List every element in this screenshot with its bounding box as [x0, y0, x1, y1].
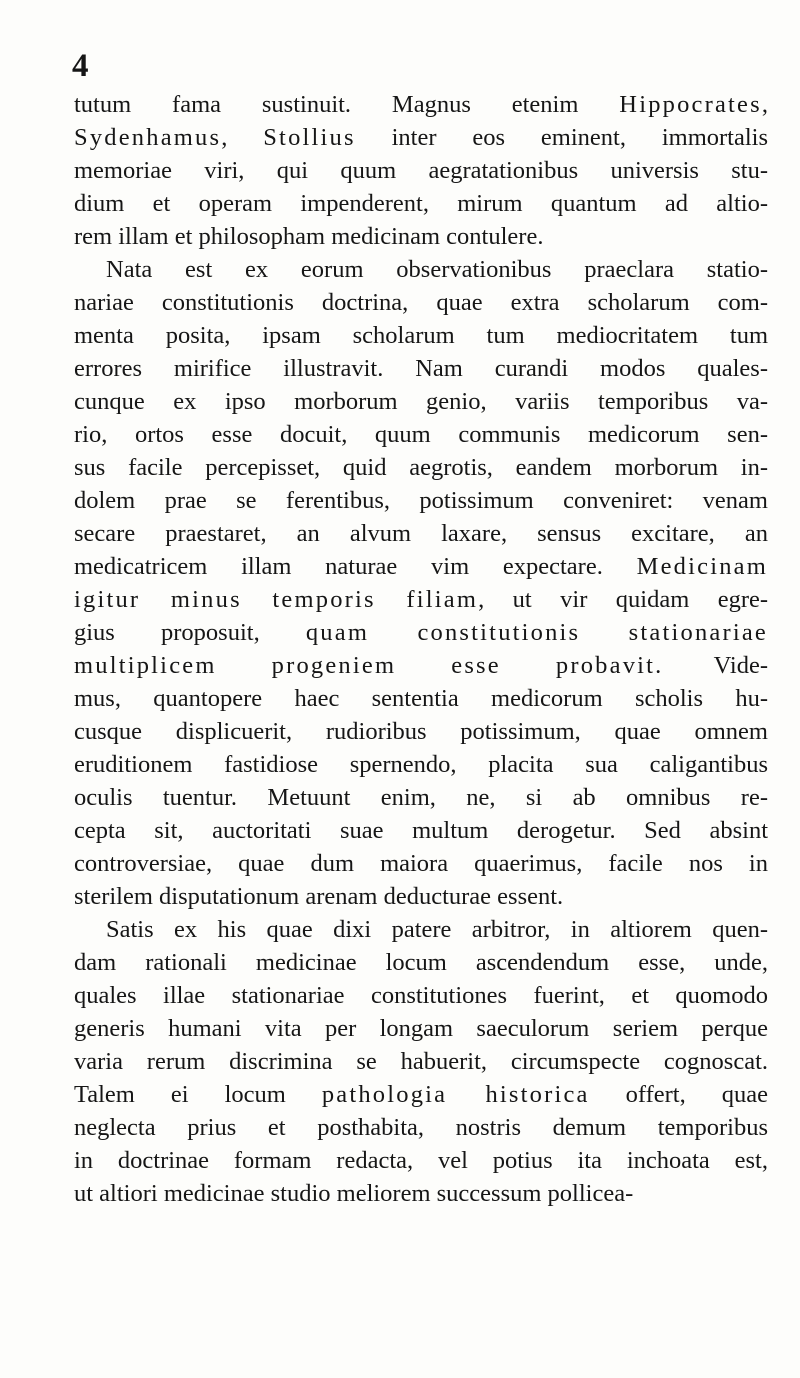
text-segment: Nata est ex eorum observationibus praeclara statio- — [106, 256, 768, 283]
text-line — [74, 451, 768, 484]
text-segment: neglecta prius et posthabita, nostris demum temporibus — [74, 1114, 768, 1141]
emphasized-text: multiplicem progeniem esse probavit — [74, 652, 656, 679]
text-segment: dolem prae se ferentibus, potissimum conveniret: venam — [74, 487, 768, 514]
text-line — [74, 1078, 768, 1111]
text-segment: varia rerum discrimina se habuerit, circumspecte cognoscat. — [74, 1048, 768, 1075]
emphasized-text: quam constitutionis stationariae — [305, 619, 768, 646]
text-segment: rio, ortos esse docuit, quum communis medicorum sen- — [74, 421, 768, 448]
text-line — [74, 1144, 768, 1177]
text-segment: . Vide- — [655, 652, 768, 679]
text-line — [74, 1045, 768, 1078]
text-segment: gius proposuit, — [74, 619, 306, 646]
text-segment: oculis tuentur. Metuunt enim, ne, si ab omnibus re- — [74, 784, 768, 811]
text-segment: generis humani vita per longam saeculorum seriem perque — [74, 1015, 768, 1042]
text-segment: , — [761, 91, 768, 118]
text-segment: in doctrinae formam redacta, vel potius ita inchoata est, — [74, 1147, 768, 1174]
text-segment: cunque ex ipso morborum genio, variis temporibus va- — [74, 388, 768, 415]
text-segment: controversiae, quae dum maiora quaerimus, facile nos in — [74, 850, 768, 877]
page-number: 4 — [72, 48, 89, 84]
text-line — [74, 88, 768, 121]
text-segment: ut altiori medicinae studio meliorem successum pollicea- — [74, 1180, 634, 1207]
text-line — [74, 781, 768, 814]
text-segment: eruditionem fastidiose spernendo, placita sua caligantibus — [74, 751, 768, 778]
text-line — [74, 187, 768, 220]
text-line — [74, 616, 768, 649]
text-line — [74, 682, 768, 715]
text-line — [74, 385, 768, 418]
text-line — [74, 880, 768, 913]
text-segment: memoriae viri, qui quum aegratationibus universis stu- — [74, 157, 768, 184]
text-line — [74, 814, 768, 847]
text-line — [74, 286, 768, 319]
text-line — [74, 715, 768, 748]
text-segment: dam rationali medicinae locum ascendendum esse, unde, — [74, 949, 768, 976]
text-line — [74, 748, 768, 781]
text-segment: sterilem disputationum arenam deducturae essent. — [74, 883, 564, 910]
emphasized-text: pathologia historica — [321, 1081, 590, 1108]
text-segment: medicatricem illam naturae vim expectare. — [74, 553, 637, 580]
text-line — [74, 352, 768, 385]
emphasized-text: igitur minus temporis filiam — [74, 586, 479, 613]
text-line — [74, 220, 768, 253]
emphasized-text: Hippocrates — [619, 91, 762, 118]
text-segment: cepta sit, auctoritati suae multum derogetur. Sed absint — [74, 817, 768, 844]
text-line — [74, 583, 768, 616]
text-line — [74, 1012, 768, 1045]
text-line — [74, 154, 768, 187]
emphasized-text: Medicinam — [636, 553, 768, 580]
text-segment: secare praestaret, an alvum laxare, sensus excitare, an — [74, 520, 768, 547]
text-line — [74, 484, 768, 517]
text-segment: tutum fama sustinuit. Magnus etenim — [74, 91, 620, 118]
text-segment: mus, quantopere haec sententia medicorum scholis hu- — [74, 685, 768, 712]
text-segment: dium et operam impenderent, mirum quantum ad altio- — [74, 190, 768, 217]
text-segment: Talem ei locum — [74, 1081, 322, 1108]
text-segment: menta posita, ipsam scholarum tum mediocritatem tum — [74, 322, 768, 349]
text-segment: cusque displicuerit, rudioribus potissimum, quae omnem — [74, 718, 768, 745]
text-segment: quales illae stationariae constitutiones fuerint, et quomodo — [74, 982, 768, 1009]
text-line — [74, 979, 768, 1012]
emphasized-text: Stollius — [263, 124, 356, 151]
text-line — [74, 253, 768, 286]
text-line — [74, 913, 768, 946]
text-line — [74, 517, 768, 550]
text-segment: errores mirifice illustravit. Nam curandi modos quales- — [74, 355, 768, 382]
text-line — [74, 946, 768, 979]
text-line — [74, 649, 768, 682]
text-segment: nariae constitutionis doctrina, quae extra scholarum com- — [74, 289, 768, 316]
text-segment: rem illam et philosopham medicinam contulere. — [74, 223, 544, 250]
text-line — [74, 418, 768, 451]
text-line — [74, 847, 768, 880]
text-segment: , — [221, 124, 264, 151]
text-line — [74, 319, 768, 352]
text-line — [74, 1111, 768, 1144]
text-segment: offert, quae — [589, 1081, 768, 1108]
text-segment: sus facile percepisset, quid aegrotis, eandem morborum in- — [74, 454, 768, 481]
text-segment: , ut vir quidam egre- — [478, 586, 769, 613]
text-line — [74, 121, 768, 154]
text-line — [74, 1177, 768, 1210]
body-text — [74, 88, 768, 1210]
emphasized-text: Sydenhamus — [74, 124, 222, 151]
text-segment: inter eos eminent, immortalis — [355, 124, 769, 151]
text-segment: Satis ex his quae dixi patere arbitror, in altiorem quen- — [106, 916, 768, 943]
text-line — [74, 550, 768, 583]
